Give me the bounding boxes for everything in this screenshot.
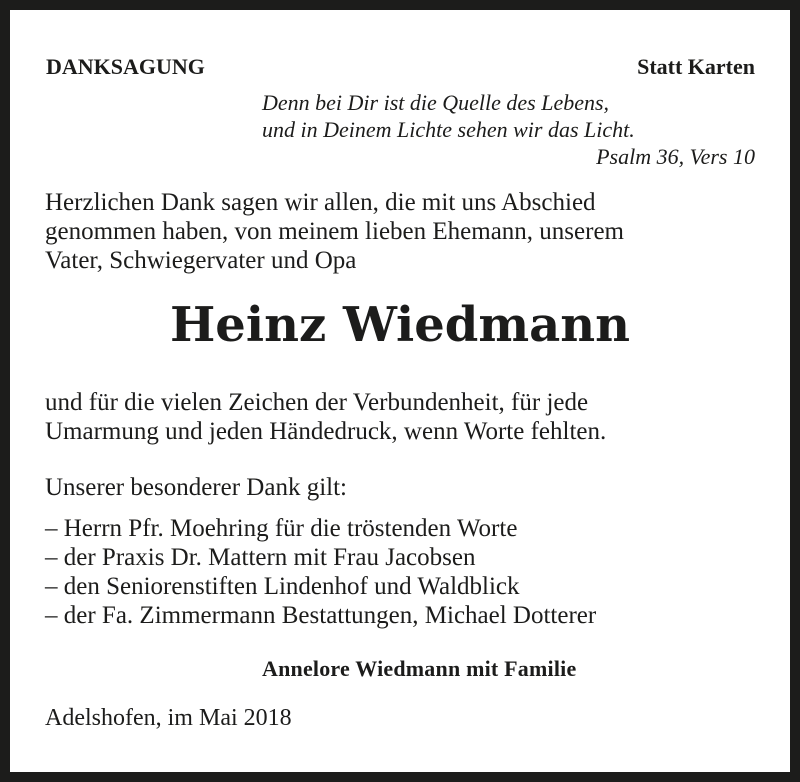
special-thanks-item: – den Seniorenstiften Lindenhof und Waldblick	[45, 573, 520, 600]
verse-reference: Psalm 36, Vers 10	[596, 144, 755, 169]
intro-line: Herzlichen Dank sagen wir allen, die mit uns Abschied	[45, 189, 596, 216]
thanks-line: und für die vielen Zeichen der Verbundenheit, für jede	[45, 389, 589, 416]
verse-line: und in Deinem Lichte sehen wir das Licht.	[262, 117, 635, 142]
special-thanks-item: – Herrn Pfr. Moehring für die tröstenden Worte	[45, 515, 518, 542]
heading-statt-karten: Statt Karten	[637, 54, 755, 79]
place-date: Adelshofen, im Mai 2018	[45, 705, 292, 731]
special-thanks-item: – der Praxis Dr. Mattern mit Frau Jacobsen	[45, 544, 476, 571]
intro-line: Vater, Schwiegervater und Opa	[45, 247, 357, 274]
obituary-card	[10, 10, 790, 772]
verse-line: Denn bei Dir ist die Quelle des Lebens,	[262, 90, 610, 115]
special-thanks-heading: Unserer besonderer Dank gilt:	[45, 474, 347, 501]
special-thanks-item: – der Fa. Zimmermann Bestattungen, Michael Dotterer	[45, 602, 597, 629]
thanks-line: Umarmung und jeden Händedruck, wenn Worte fehlten.	[45, 418, 607, 445]
signature: Annelore Wiedmann mit Familie	[262, 656, 577, 681]
deceased-name: Heinz Wiedmann	[169, 297, 631, 353]
intro-line: genommen haben, von meinem lieben Ehemann, unserem	[45, 218, 624, 245]
heading-danksagung: DANKSAGUNG	[46, 54, 205, 79]
